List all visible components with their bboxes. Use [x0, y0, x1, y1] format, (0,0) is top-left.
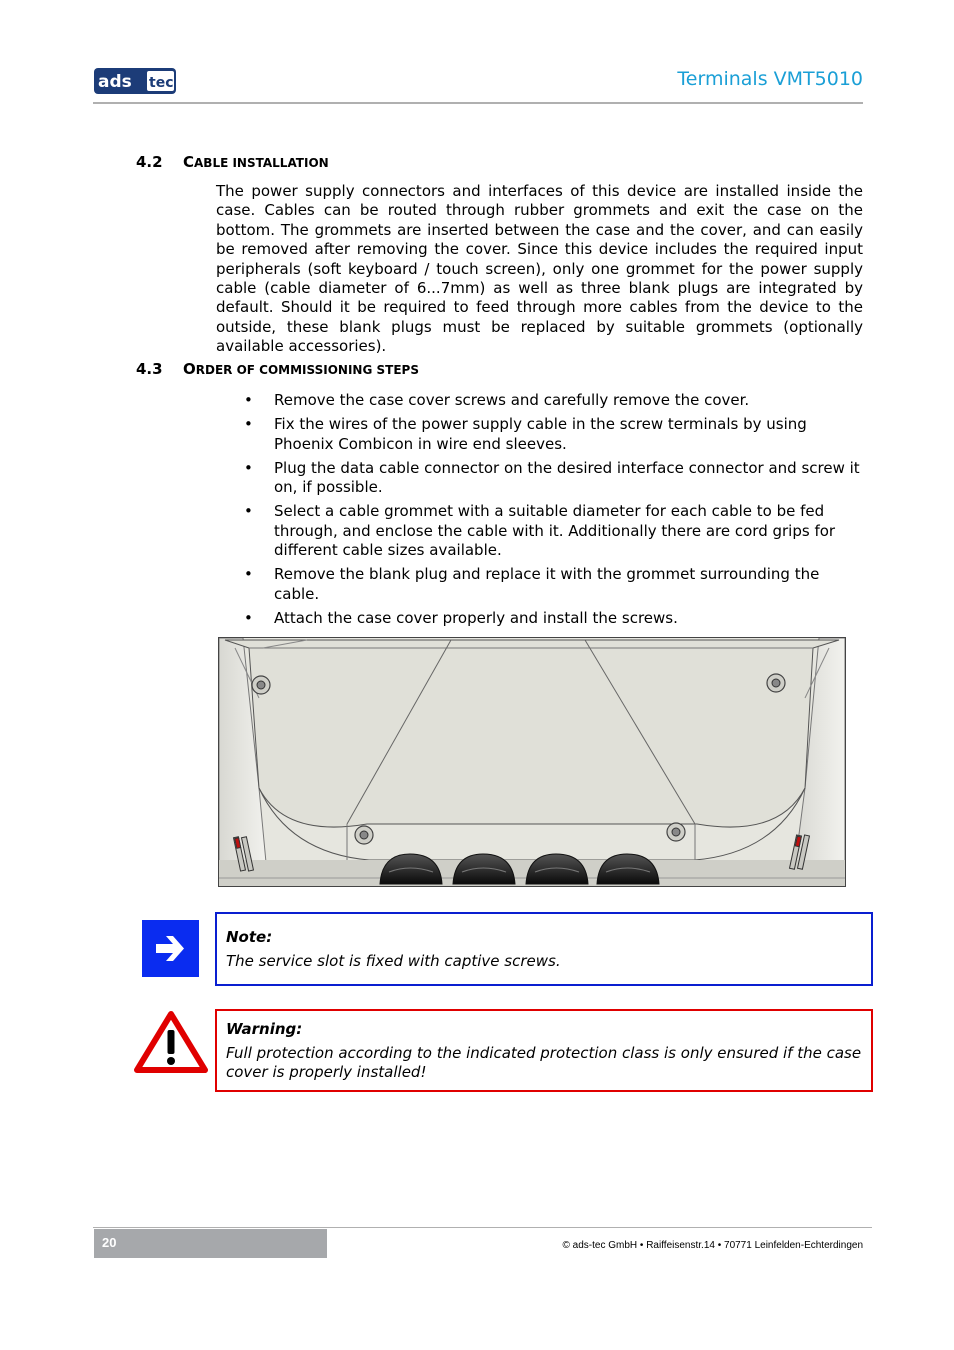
page-number: 20 — [102, 1235, 117, 1250]
section-number: 4.2 — [136, 153, 163, 171]
commissioning-steps-list — [216, 391, 863, 633]
list-item: • Plug the data cable connector on the desired interface connector and screw it on, if possible. — [244, 458, 860, 497]
section-heading-4-2 — [136, 153, 329, 171]
list-item-text: Plug the data cable connector on the desired interface connector and screw it on, if possible. — [274, 458, 860, 497]
header-divider — [93, 102, 863, 104]
arrow-right-icon — [142, 920, 199, 977]
section-title-initial: O — [183, 360, 196, 378]
svg-text:ads: ads — [98, 72, 132, 92]
list-item: • Remove the case cover screws and carefully remove the cover. — [244, 391, 750, 409]
list-item-text: Remove the blank plug and replace it with the grommet surrounding the cable. — [274, 565, 820, 603]
warning-title: Warning: — [226, 1020, 303, 1038]
note-title: Note: — [226, 928, 273, 946]
list-item: • Select a cable grommet with a suitable diameter for each cable to be fed through, and enclose the cable with it. Additionally there are cord grips for different cable sizes available. — [244, 502, 836, 560]
document-title: Terminals VMT5010 — [677, 68, 863, 90]
ads-tec-logo — [94, 68, 176, 94]
note-callout — [215, 912, 873, 986]
list-item: • Fix the wires of the power supply cable in the screw terminals by using Phoenix Combicon in wire end sleeves. — [244, 414, 807, 453]
list-item-text: Fix the wires of the power supply cable in the screw terminals by using Phoenix Combicon in wire end sleeves. — [274, 414, 807, 453]
section-number: 4.3 — [136, 360, 163, 378]
footer-divider — [93, 1227, 872, 1228]
list-item-text: Remove the case cover screws and carefully remove the cover. — [274, 391, 750, 409]
warning-text: Full protection according to the indicated protection class is only ensured if the case cover is properly installed! — [226, 1044, 862, 1082]
section-title-initial: C — [183, 153, 195, 171]
case-cover-illustration — [218, 637, 846, 887]
note-text: The service slot is fixed with captive screws. — [226, 952, 561, 970]
svg-text:tec: tec — [149, 75, 174, 91]
page-number-badge — [94, 1229, 327, 1258]
footer-company-info: © ads-tec GmbH • Raiffeisenstr.14 • 70771 Leinfelden-Echterdingen — [562, 1240, 863, 1251]
list-item-text: Attach the case cover properly and install the screws. — [274, 608, 678, 627]
warning-callout — [215, 1009, 873, 1092]
warning-triangle-icon — [134, 1010, 208, 1074]
section-heading-4-3 — [136, 360, 419, 378]
list-item-text: Select a cable grommet with a suitable diameter for each cable to be fed through, and enclose the cable with it. Additionally there are cord grips for different cable sizes available. — [274, 502, 836, 560]
section-title: RDER OF COMMISSIONING STEPS — [195, 363, 419, 377]
list-item: • Remove the blank plug and replace it with the grommet surrounding the cable. — [244, 565, 820, 603]
list-item: • Attach the case cover properly and install the screws. — [244, 608, 678, 627]
section-title: ABLE INSTALLATION — [194, 156, 329, 170]
section-body-paragraph: The power supply connectors and interfaces of this device are installed inside the case. Cables can be routed through rubber grommets and exit the case on the bottom. The grommets are inserted between the case and the cover, and can easily be removed after removing the cover. Since this device includes the required input peripherals (soft keyboard / touch screen), only one grommet for the power supply cable (cable diameter of 6...7mm) as well as three blank plugs are integrated by default. Should it be required to feed through more cables from the device to the outside, these blank plugs must be replaced by suitable grommets (optionally available accessories). — [216, 182, 863, 356]
